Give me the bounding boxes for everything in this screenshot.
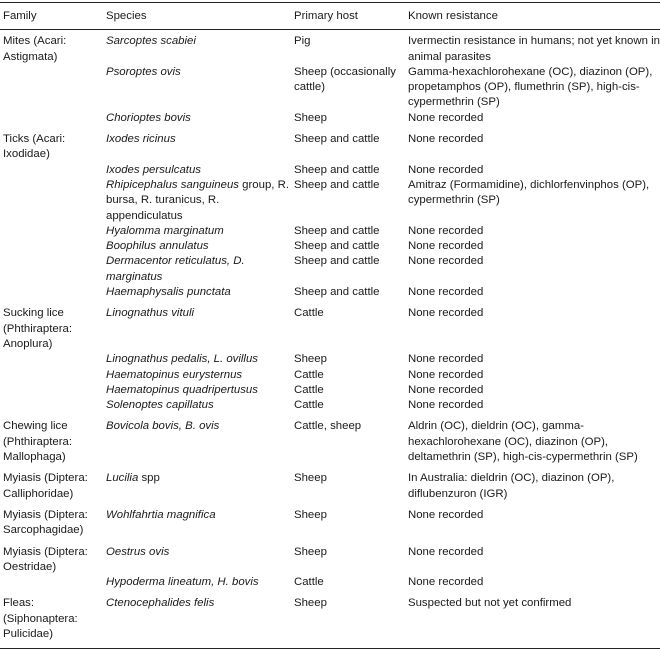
- host-cell: Sheep and cattle: [294, 286, 380, 299]
- host-cell: Pig: [294, 35, 311, 48]
- species-name: Haematopinus eurysternus: [106, 368, 243, 381]
- table-row: [0, 254, 660, 285]
- host-cell: Sheep and cattle: [294, 178, 380, 191]
- species-cell: [106, 239, 294, 254]
- table-row: [0, 224, 660, 239]
- species-cell: [106, 413, 294, 465]
- host-cell: Sheep (occasionally cattle): [294, 65, 396, 94]
- species-name: Ixodes ricinus: [106, 133, 176, 146]
- species-name: Boophilus annulatus: [106, 240, 209, 253]
- table-row: [0, 398, 660, 413]
- family-cell: Ticks (Acari: Ixodidae): [3, 133, 66, 161]
- family-cell: [0, 111, 106, 126]
- species-qualifier: group, R. bursa, R. turanicus, R. appendiculatus: [106, 178, 290, 222]
- header-primary-host: Primary host: [294, 3, 408, 30]
- family-cell: [0, 352, 106, 367]
- host-cell: Sheep and cattle: [294, 240, 380, 253]
- header-row: [0, 3, 660, 30]
- species-name: Ixodes persulcatus: [106, 163, 201, 176]
- host-cell: Cattle: [294, 383, 324, 396]
- species-name: Rhipicephalus sanguineus: [106, 178, 239, 191]
- table-bottom-rule: [0, 648, 660, 649]
- resistance-cell: None recorded: [408, 353, 484, 366]
- table-body: [0, 30, 660, 642]
- family-cell: [0, 163, 106, 178]
- table-row: [0, 539, 660, 576]
- species-cell: [106, 590, 294, 642]
- resistance-cell: None recorded: [408, 383, 484, 396]
- species-name: Sarcoptes scabiei: [106, 35, 196, 48]
- family-cell: [0, 398, 106, 413]
- resistance-cell: Amitraz (Formamidine), dichlorfenvinphos (OP), cypermethrin (SP): [408, 178, 650, 207]
- host-cell: Cattle, sheep: [294, 420, 362, 433]
- table-row: [0, 465, 660, 502]
- species-name: Linognathus vituli: [106, 307, 195, 320]
- table-row: [0, 413, 660, 465]
- header-known-resistance: Known resistance: [408, 3, 660, 30]
- resistance-cell: None recorded: [408, 368, 484, 381]
- family-cell: Fleas: (Siphonaptera: Pulicidae): [3, 597, 78, 640]
- species-name: Haemaphysalis punctata: [106, 286, 231, 299]
- table-row: [0, 383, 660, 398]
- resistance-cell: None recorded: [408, 255, 484, 268]
- species-name: Hypoderma lineatum, H. bovis: [106, 576, 259, 589]
- family-cell: [0, 224, 106, 239]
- species-name: Haematopinus quadripertusus: [106, 383, 258, 396]
- table-row: [0, 178, 660, 224]
- host-cell: Cattle: [294, 399, 324, 412]
- species-name: Solenoptes capillatus: [106, 399, 214, 412]
- resistance-cell: None recorded: [408, 133, 484, 146]
- family-cell: [0, 65, 106, 111]
- host-cell: Cattle: [294, 307, 324, 320]
- resistance-cell: None recorded: [408, 545, 484, 558]
- host-cell: Sheep: [294, 111, 327, 124]
- resistance-cell: None recorded: [408, 224, 484, 237]
- family-cell: [0, 285, 106, 300]
- host-cell: Sheep and cattle: [294, 255, 380, 268]
- species-name: Lucilia: [106, 472, 139, 485]
- family-cell: Myiasis (Diptera: Sarcophagidae): [3, 508, 88, 537]
- resistance-table: [0, 3, 660, 642]
- family-cell: [0, 178, 106, 224]
- host-cell: Sheep: [294, 508, 327, 521]
- species-cell: [106, 465, 294, 502]
- table-row: [0, 502, 660, 539]
- table-row: [0, 30, 660, 65]
- species-name: Psoroptes ovis: [106, 65, 181, 78]
- family-cell: Sucking lice (Phthiraptera: Anoplura): [3, 307, 73, 350]
- family-cell: [0, 383, 106, 398]
- species-cell: [106, 285, 294, 300]
- host-cell: Cattle: [294, 368, 324, 381]
- family-cell: Myiasis (Diptera: Oestridae): [3, 545, 88, 573]
- species-cell: [106, 575, 294, 590]
- species-name: Chorioptes bovis: [106, 111, 191, 124]
- species-cell: [106, 352, 294, 367]
- species-name: Hyalomma marginatum: [106, 224, 224, 237]
- family-cell: [0, 368, 106, 383]
- resistance-cell: Suspected but not yet confirmed: [408, 597, 572, 610]
- species-cell: [106, 254, 294, 285]
- species-qualifier: spp: [138, 472, 160, 485]
- header-species: Species: [106, 3, 294, 30]
- host-cell: Sheep and cattle: [294, 224, 380, 237]
- resistance-cell: None recorded: [408, 163, 484, 176]
- resistance-cell: In Australia: dieldrin (OC), diazinon (OP), diflubenzuron (IGR): [408, 472, 615, 500]
- table-row: [0, 239, 660, 254]
- resistance-cell: Ivermectin resistance in humans; not yet known in animal parasites: [408, 35, 660, 63]
- species-cell: [106, 224, 294, 239]
- family-cell: [0, 239, 106, 254]
- host-cell: Sheep: [294, 545, 327, 558]
- table-row: [0, 368, 660, 383]
- table-row: [0, 300, 660, 352]
- host-cell: Sheep and cattle: [294, 133, 380, 146]
- resistance-cell: None recorded: [408, 240, 484, 253]
- species-cell: [106, 126, 294, 163]
- species-cell: [106, 178, 294, 224]
- family-cell: Chewing lice (Phthiraptera: Mallophaga): [3, 420, 73, 464]
- table-row: [0, 65, 660, 111]
- resistance-cell: None recorded: [408, 576, 484, 589]
- table-row: [0, 575, 660, 590]
- resistance-cell: None recorded: [408, 399, 484, 412]
- family-cell: [0, 254, 106, 285]
- table-header: [0, 3, 660, 30]
- resistance-cell: None recorded: [408, 307, 484, 320]
- host-cell: Sheep and cattle: [294, 163, 380, 176]
- species-cell: [106, 502, 294, 539]
- species-cell: [106, 300, 294, 352]
- header-family: Family: [0, 3, 106, 30]
- resistance-cell: Aldrin (OC), dieldrin (OC), gamma-hexachlorohexane (OC), diazinon (OP), deltamethrin (SP), high-cis-cypermethrin (SP): [408, 420, 638, 464]
- table-row: [0, 126, 660, 163]
- species-cell: [106, 111, 294, 126]
- host-cell: Sheep: [294, 353, 327, 366]
- resistance-cell: None recorded: [408, 286, 484, 299]
- species-name: Bovicola bovis, B. ovis: [106, 420, 220, 433]
- resistance-cell: None recorded: [408, 508, 484, 521]
- species-name: Oestrus ovis: [106, 545, 170, 558]
- table-row: [0, 352, 660, 367]
- species-cell: [106, 539, 294, 576]
- species-name: Linognathus pedalis, L. ovillus: [106, 353, 258, 366]
- table-row: [0, 163, 660, 178]
- species-name: Dermacentor reticulatus, D. marginatus: [106, 255, 245, 283]
- species-name: Wohlfahrtia magnifica: [106, 508, 216, 521]
- species-cell: [106, 398, 294, 413]
- species-cell: [106, 30, 294, 65]
- family-cell: Myiasis (Diptera: Calliphoridae): [3, 472, 88, 500]
- species-cell: [106, 65, 294, 111]
- resistance-cell: Gamma-hexachlorohexane (OC), diazinon (OP), propetamphos (OP), flumethrin (SP), high-cis-cypermethrin (SP): [408, 65, 653, 109]
- host-cell: Cattle: [294, 576, 324, 589]
- resistance-cell: None recorded: [408, 111, 484, 124]
- species-cell: [106, 163, 294, 178]
- species-cell: [106, 383, 294, 398]
- host-cell: Sheep: [294, 597, 327, 610]
- family-cell: [0, 575, 106, 590]
- species-cell: [106, 368, 294, 383]
- table-row: [0, 285, 660, 300]
- family-cell: Mites (Acari: Astigmata): [3, 35, 67, 63]
- table-row: [0, 111, 660, 126]
- host-cell: Sheep: [294, 472, 327, 485]
- species-name: Ctenocephalides felis: [106, 597, 215, 610]
- table-row: [0, 590, 660, 642]
